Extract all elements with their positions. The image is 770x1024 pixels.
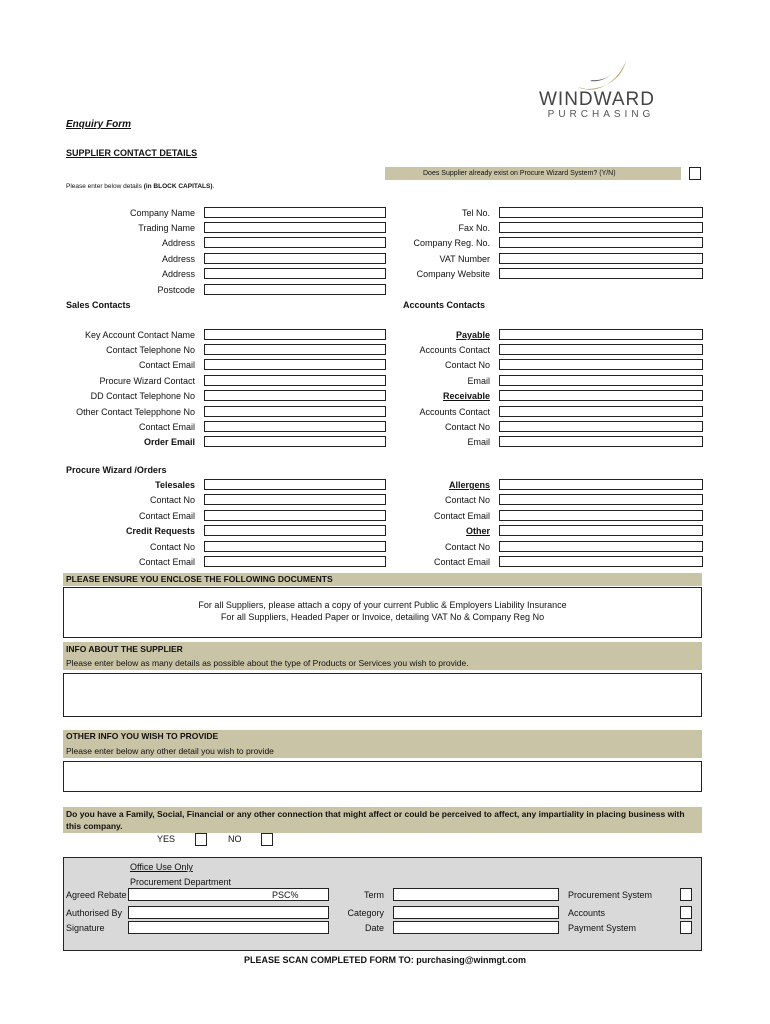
exists-checkbox[interactable] <box>689 167 701 180</box>
block-capitals-note <box>66 181 214 192</box>
pw-left-field[interactable] <box>204 494 386 505</box>
sales-left-label: Contact Telephone No <box>106 345 195 355</box>
pw-right-field[interactable] <box>499 556 703 567</box>
company-right-label: Tel No. <box>461 208 490 218</box>
category-field[interactable] <box>393 906 559 919</box>
company-right-field[interactable] <box>499 237 703 248</box>
logo-name: WINDWARD <box>539 89 655 110</box>
sales-left-label: Order Email <box>143 437 195 447</box>
sales-left-label: Other Contact Telepphone No <box>76 407 195 417</box>
accounts-right-label: Email <box>467 376 490 386</box>
form-title: Enquiry Form <box>66 119 132 130</box>
sales-left-field[interactable] <box>204 329 386 340</box>
yes-label: YES <box>157 834 176 844</box>
pw-left-field[interactable] <box>204 525 386 536</box>
company-right-label: VAT Number <box>439 254 490 264</box>
pw-left-label: Contact Email <box>138 557 195 567</box>
pw-right-field[interactable] <box>499 525 703 536</box>
sales-left-field[interactable] <box>204 421 386 432</box>
agreed-rebate-label: Agreed Rebate <box>66 890 127 900</box>
other-textarea[interactable] <box>63 761 702 792</box>
pw-left-label: Contact Email <box>138 511 195 521</box>
accounts-right-label: Accounts Contact <box>419 345 490 355</box>
docs-line-1: For all Suppliers, please attach a copy of your current Public & Employers Liability Insurance <box>198 600 567 610</box>
authorised-by-field[interactable] <box>128 906 329 919</box>
term-field[interactable] <box>393 888 559 901</box>
pw-left-field[interactable] <box>204 479 386 490</box>
pw-right-field[interactable] <box>499 541 703 552</box>
sales-heading: Sales Contacts <box>66 300 131 310</box>
company-right-field[interactable] <box>499 222 703 233</box>
pw-left-field[interactable] <box>204 510 386 521</box>
accounts-right-label: Receivable <box>442 391 490 401</box>
company-left-label: Address <box>161 254 195 264</box>
pw-right-label: Contact Email <box>433 557 490 567</box>
pw-right-field[interactable] <box>499 494 703 505</box>
company-left-field[interactable] <box>204 268 386 279</box>
exists-question: Does Supplier already exist on Procure Wizard System? (Y/N) <box>423 170 616 177</box>
payment-system-label: Payment System <box>568 923 637 933</box>
accounts-label: Accounts <box>568 908 606 918</box>
accounts-right-field[interactable] <box>499 406 703 417</box>
supplier-section-title: SUPPLIER CONTACT DETAILS <box>66 148 198 158</box>
company-left-field[interactable] <box>204 207 386 218</box>
company-left-field[interactable] <box>204 253 386 264</box>
pw-right-field[interactable] <box>499 510 703 521</box>
sales-left-field[interactable] <box>204 344 386 355</box>
pw-right-field[interactable] <box>499 479 703 490</box>
agreed-rebate-field[interactable] <box>128 888 329 901</box>
accounts-right-field[interactable] <box>499 436 703 447</box>
company-left-label: Address <box>161 238 195 248</box>
sales-left-label: Contact Email <box>138 360 195 370</box>
proc-system-label: Procurement System <box>568 890 653 900</box>
note-prefix: Please enter below details <box>66 183 144 190</box>
pw-right-label: Contact No <box>444 542 490 552</box>
accounts-right-label: Contact No <box>444 360 490 370</box>
sales-left-label: Procure Wizard Contact <box>99 376 195 386</box>
proc-system-checkbox[interactable] <box>680 888 692 901</box>
info-band-text: Please enter below as many details as possible about the type of Products or Services you wish to provide. <box>66 658 469 668</box>
pw-right-label: Allergens <box>448 480 490 490</box>
yes-checkbox[interactable] <box>195 833 207 846</box>
no-checkbox[interactable] <box>261 833 273 846</box>
pw-left-field[interactable] <box>204 541 386 552</box>
category-label: Category <box>347 908 384 918</box>
date-label: Date <box>364 923 384 933</box>
logo-sub: PURCHASING <box>547 109 655 120</box>
company-right-label: Fax No. <box>458 223 490 233</box>
company-right-label: Company Reg. No. <box>413 238 490 248</box>
info-band-title: INFO ABOUT THE SUPPLIER <box>66 644 183 654</box>
company-left-field[interactable] <box>204 222 386 233</box>
accounts-right-field[interactable] <box>499 359 703 370</box>
docs-line-2: For all Suppliers, Headed Paper or Invoice, detailing VAT No & Company Reg No <box>220 612 545 622</box>
accounts-right-label: Contact No <box>444 422 490 432</box>
docs-band-title: PLEASE ENSURE YOU ENCLOSE THE FOLLOWING DOCUMENTS <box>66 574 333 584</box>
company-left-label: Trading Name <box>138 223 195 233</box>
sales-left-field[interactable] <box>204 390 386 401</box>
note-bold: (in BLOCK CAPITALS) <box>143 183 213 190</box>
accounts-right-label: Payable <box>455 330 490 340</box>
term-label: Term <box>364 890 384 900</box>
accounts-right-label: Accounts Contact <box>419 407 490 417</box>
other-band-text: Please enter below any other detail you wish to provide <box>66 746 274 756</box>
accounts-right-field[interactable] <box>499 421 703 432</box>
accounts-right-field[interactable] <box>499 329 703 340</box>
logo <box>506 55 688 119</box>
sales-left-label: DD Contact Telephone No <box>90 391 195 401</box>
accounts-checkbox[interactable] <box>680 906 692 919</box>
company-left-field[interactable] <box>204 237 386 248</box>
pw-left-label: Credit Requests <box>125 526 195 536</box>
pw-left-label: Telesales <box>155 480 195 490</box>
no-label: NO <box>228 834 242 844</box>
company-left-field[interactable] <box>204 284 386 295</box>
footer: PLEASE SCAN COMPLETED FORM TO: purchasing@winmgt.com <box>243 955 527 965</box>
company-right-field[interactable] <box>499 253 703 264</box>
connection-question: Do you have a Family, Social, Financial or any other connection that might affect or could be perceived to affect, any impartiality in placing business with this company. <box>66 809 685 831</box>
sales-left-field[interactable] <box>204 359 386 370</box>
signature-label: Signature <box>66 923 105 933</box>
company-left-label: Company Name <box>129 208 195 218</box>
accounts-heading: Accounts Contacts <box>403 300 486 310</box>
signature-field[interactable] <box>128 921 329 934</box>
company-right-label: Company Website <box>416 269 490 279</box>
pw-left-label: Contact No <box>149 495 195 505</box>
authorised-by-label: Authorised By <box>66 908 123 918</box>
office-dept: Procurement Department <box>130 877 232 887</box>
sales-left-field[interactable] <box>204 406 386 417</box>
psc-label: PSC% <box>272 890 299 900</box>
accounts-right-field[interactable] <box>499 344 703 355</box>
sales-left-field[interactable] <box>204 436 386 447</box>
date-field[interactable] <box>393 921 559 934</box>
other-band-title: OTHER INFO YOU WISH TO PROVIDE <box>66 731 219 741</box>
pw-left-label: Contact No <box>149 542 195 552</box>
sales-left-field[interactable] <box>204 375 386 386</box>
pw-right-label: Other <box>465 526 490 536</box>
company-right-field[interactable] <box>499 207 703 218</box>
company-left-label: Postcode <box>157 285 195 295</box>
pw-right-label: Contact Email <box>433 511 490 521</box>
note-suffix: . <box>212 183 215 190</box>
pw-right-label: Contact No <box>444 495 490 505</box>
pw-heading: Procure Wizard /Orders <box>66 465 167 475</box>
accounts-right-label: Email <box>467 437 490 447</box>
payment-system-checkbox[interactable] <box>680 921 692 934</box>
pw-left-field[interactable] <box>204 556 386 567</box>
sales-left-label: Key Account Contact Name <box>84 330 195 340</box>
info-textarea[interactable] <box>63 673 702 717</box>
company-right-field[interactable] <box>499 268 703 279</box>
sales-left-label: Contact Email <box>138 422 195 432</box>
office-title: Office Use Only <box>130 862 193 872</box>
company-left-label: Address <box>161 269 195 279</box>
accounts-right-field[interactable] <box>499 375 703 386</box>
accounts-right-field[interactable] <box>499 390 703 401</box>
